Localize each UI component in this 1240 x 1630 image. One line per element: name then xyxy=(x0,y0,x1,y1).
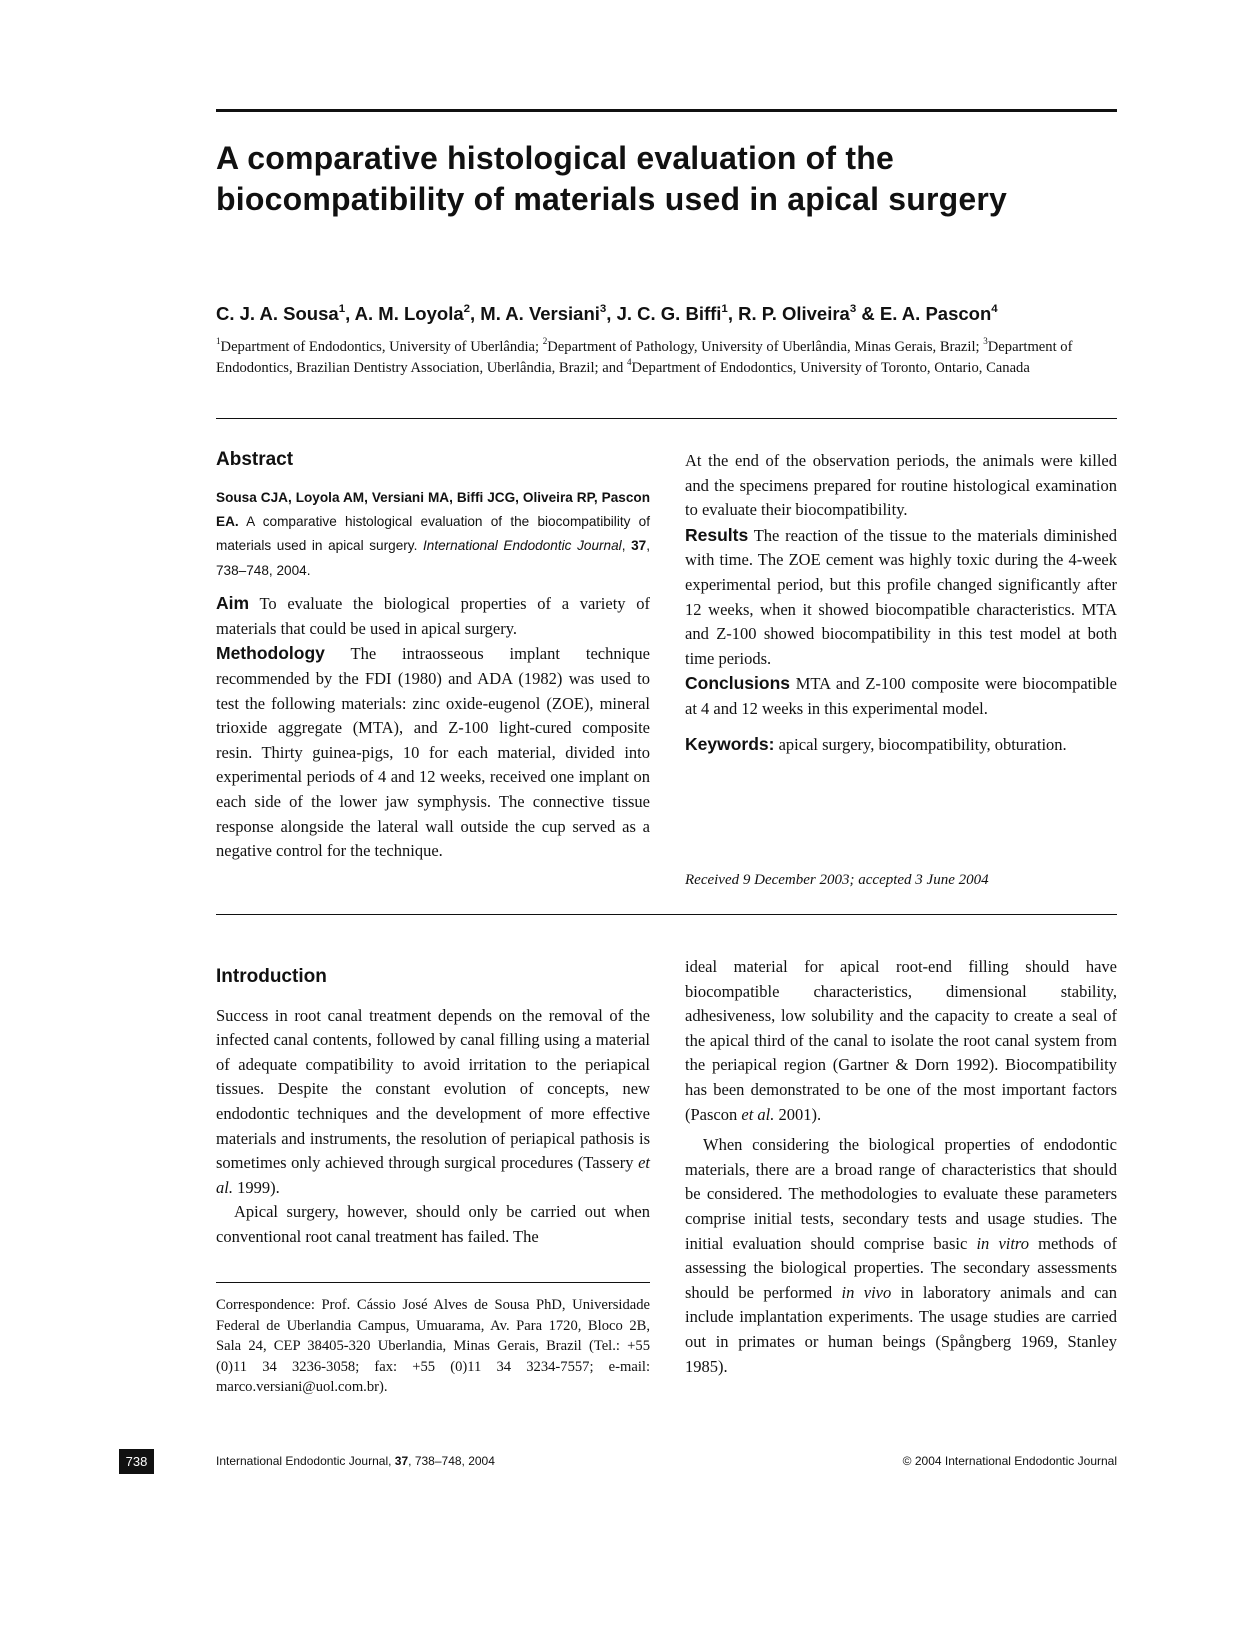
methodology-text: The intraosseous implant technique recommended by the FDI (1980) and ADA (1982) was used to test the following materials: zinc oxide-eugenol (ZOE), mineral trioxide aggregate (MTA), and Z-100 light-cured composite resin. Thirty guinea-pigs, 10 for each material, divided into experimental periods of 4 and 12 weeks, received one implant on each side of the lower jaw symphysis. The connective tissue response alongside the lateral wall outside the cup served as a negative control for the technique. xyxy=(216,644,650,861)
author-name: R. P. Oliveira xyxy=(738,303,850,324)
methodology-continued: At the end of the observation periods, the animals were killed and the specimens prepared for routine histological examination to evaluate their biocompatibility. xyxy=(685,451,1117,520)
methodology-label: Methodology xyxy=(216,643,325,664)
abstract-methodology xyxy=(216,641,650,863)
intro-p1-etal: et al. xyxy=(216,1153,650,1197)
introduction-left-column xyxy=(216,965,650,1250)
footnote-rule xyxy=(216,1282,650,1283)
intro-p1-text: Success in root canal treatment depends on the removal of the infected canal contents, followed by canal filling using a material of adequate compatibility to avoid irritation to the periapical tissues. Despite the constant evolution of concepts, new endodontic techniques and the development of more effective materials and instruments, the resolution of periapical pathosis is sometimes only achieved through surgical procedures (Tassery xyxy=(216,1005,650,1173)
section-rule xyxy=(216,914,1117,915)
author-name: M. A. Versiani xyxy=(480,303,600,324)
affil-text: Department of Endodontics, University of Uberlândia; xyxy=(220,339,543,355)
section-rule xyxy=(216,418,1117,419)
affil-marker: 1 xyxy=(216,336,221,347)
citation-authors: Sousa CJA, Loyola AM, Versiani MA, Biffi JCG, Oliveira RP, Pascon EA. xyxy=(216,489,650,529)
author-separator: , xyxy=(470,303,481,324)
affil-text: Department of Endodontics, University of Toronto, Ontario, Canada xyxy=(631,359,1030,376)
author-affil-marker: 1 xyxy=(721,302,728,315)
intro-p2-text: ideal material for apical root-end filling should have biocompatible characteristics, dimensional stability, adhesiveness, low solubility and the capacity to create a seal of the apical third of the canal to isolate the root canal system from the periapical region (Gartner & Dorn 1992). Biocompatibility has been demonstrated to be one of the most important factors (Pascon xyxy=(685,957,1117,1124)
affil-text: Department of Endodontics, Brazilian Dentistry Association, Uberlândia, Brazil; and xyxy=(216,339,1073,376)
aim-text: To evaluate the biological properties of a variety of materials that could be used in apical surgery. xyxy=(216,594,650,638)
footer-volume: 37 xyxy=(394,1454,409,1468)
intro-p2-end: 2001). xyxy=(774,1104,822,1124)
affil-marker: 2 xyxy=(542,336,548,347)
title-line-2: biocompatibility of materials used in apical surgery xyxy=(216,181,1008,217)
footer-journal-name: International Endodontic Journal xyxy=(216,1454,389,1468)
intro-p3-text-b: methods of assessing the biological properties. The secondary assessments should be performed xyxy=(685,1233,1117,1302)
citation-journal: International Endodontic Journal xyxy=(422,538,622,554)
author-name: J. C. G. Biffi xyxy=(616,303,722,324)
affil-text: Department of Pathology, University of Uberlândia, Minas Gerais, Brazil; xyxy=(547,339,984,355)
introduction-heading: Introduction xyxy=(216,966,327,987)
article-title xyxy=(216,138,1126,220)
intro-paragraph-1 xyxy=(216,1004,650,1201)
abstract-keywords xyxy=(685,732,1117,758)
results-text: The reaction of the tissue to the materials diminished with time. The ZOE cement was highly toxic during the 4-week experimental period, but this profile changed significantly after 12 weeks, when it showed biocompatible characteristics. MTA and Z-100 showed biocompatibility in this test model at both time periods. xyxy=(685,525,1117,668)
intro-p3-invivo: in vivo xyxy=(841,1282,892,1302)
keywords-text: apical surgery, biocompatibility, obturation. xyxy=(774,734,1067,754)
footer-journal: International Endodontic Journal, 37, 738–748, 2004 xyxy=(216,1454,495,1468)
intro-p3-text-a: When considering the biological properties of endodontic materials, there are a broad range of characteristics that should be considered. The methodologies to evaluate these parameters comprise initial tests, secondary tests and usage studies. The initial evaluation should comprise basic xyxy=(685,1135,1117,1253)
page-number: 738 xyxy=(119,1449,154,1474)
author-name: A. M. Loyola xyxy=(354,303,464,324)
conclusions-label: Conclusions xyxy=(685,673,791,694)
author-affil-marker: 4 xyxy=(991,302,998,315)
title-line-1: A comparative histological evaluation of the xyxy=(216,140,894,176)
abstract-left-column xyxy=(216,448,650,864)
received-dates: Received 9 December 2003; accepted 3 June 2004 xyxy=(685,872,989,888)
intro-paragraph-2-start: Apical surgery, however, should only be carried out when conventional root canal treatment has failed. The xyxy=(216,1202,650,1246)
author-affil-marker: 2 xyxy=(463,302,471,315)
abstract-aim xyxy=(216,591,650,641)
intro-paragraph-3 xyxy=(685,1133,1117,1379)
author-affil-marker: 3 xyxy=(849,302,857,315)
conclusions-text: MTA and Z-100 composite were biocompatible at 4 and 12 weeks in this experimental model. xyxy=(685,674,1117,718)
intro-p2-etal: et al. xyxy=(741,1104,775,1124)
intro-paragraph-2-cont xyxy=(685,955,1117,1127)
intro-p1-end: 1999). xyxy=(232,1177,280,1197)
results-label: Results xyxy=(685,524,749,545)
author-list xyxy=(216,303,1126,325)
intro-p3-invitro: in vitro xyxy=(976,1233,1029,1253)
affil-marker: 3 xyxy=(983,336,988,347)
citation-volume: 37 xyxy=(631,538,647,554)
footer-copyright: © 2004 International Endodontic Journal xyxy=(902,1454,1117,1468)
author-affil-marker: 1 xyxy=(338,302,346,315)
citation-title: A comparative histological evaluation of the biocompatibility of materials used in apical surgery. xyxy=(216,514,650,554)
citation-pages: , 738–748, 2004. xyxy=(216,538,651,578)
affiliations xyxy=(216,337,1121,378)
abstract-heading: Abstract xyxy=(216,449,294,470)
author-separator: & xyxy=(856,303,880,324)
aim-label: Aim xyxy=(216,593,250,614)
footer-pages: , 738–748, 2004 xyxy=(408,1454,495,1468)
author-separator: , xyxy=(345,303,355,324)
abstract-citation: Sousa CJA, Loyola AM, Versiani MA, Biffi JCG, Oliveira RP, Pascon EA. A comparative histological evaluation of the biocompatibility of materials used in apical surgery. International Endodontic Journal, 37, 738–748, 2004. xyxy=(216,489,651,578)
affil-marker: 4 xyxy=(626,356,632,367)
keywords-label: Keywords: xyxy=(685,733,775,754)
abstract-right-column xyxy=(685,449,1117,757)
abstract-conclusions xyxy=(685,671,1117,721)
author-separator: , xyxy=(606,303,617,324)
intro-p3-text-c: in laboratory animals and can include implantation experiments. The usage studies are carried out in primates or human beings (Spångberg 1969, Stanley 1985). xyxy=(685,1282,1117,1376)
abstract-results xyxy=(685,523,1117,672)
author-separator: , xyxy=(727,303,739,324)
author-name: E. A. Pascon xyxy=(879,303,992,324)
correspondence-note: Correspondence: Prof. Cássio José Alves de Sousa PhD, Universidade Federal de Uberlandia Campus, Umuarama, Av. Para 1720, Bloco 2B, Sala 24, CEP 38405-320 Uberlandia, Minas Gerais, Brazil (Tel.: +55 (0)11 34 3236-3058; fax: +55 (0)11 34 3234-7557; e-mail: marco.versiani@uol.com.br). xyxy=(216,1297,650,1396)
introduction-right-column xyxy=(685,955,1117,1379)
author-affil-marker: 3 xyxy=(599,302,607,315)
top-rule xyxy=(216,109,1117,112)
author-name: C. J. A. Sousa xyxy=(216,303,339,324)
